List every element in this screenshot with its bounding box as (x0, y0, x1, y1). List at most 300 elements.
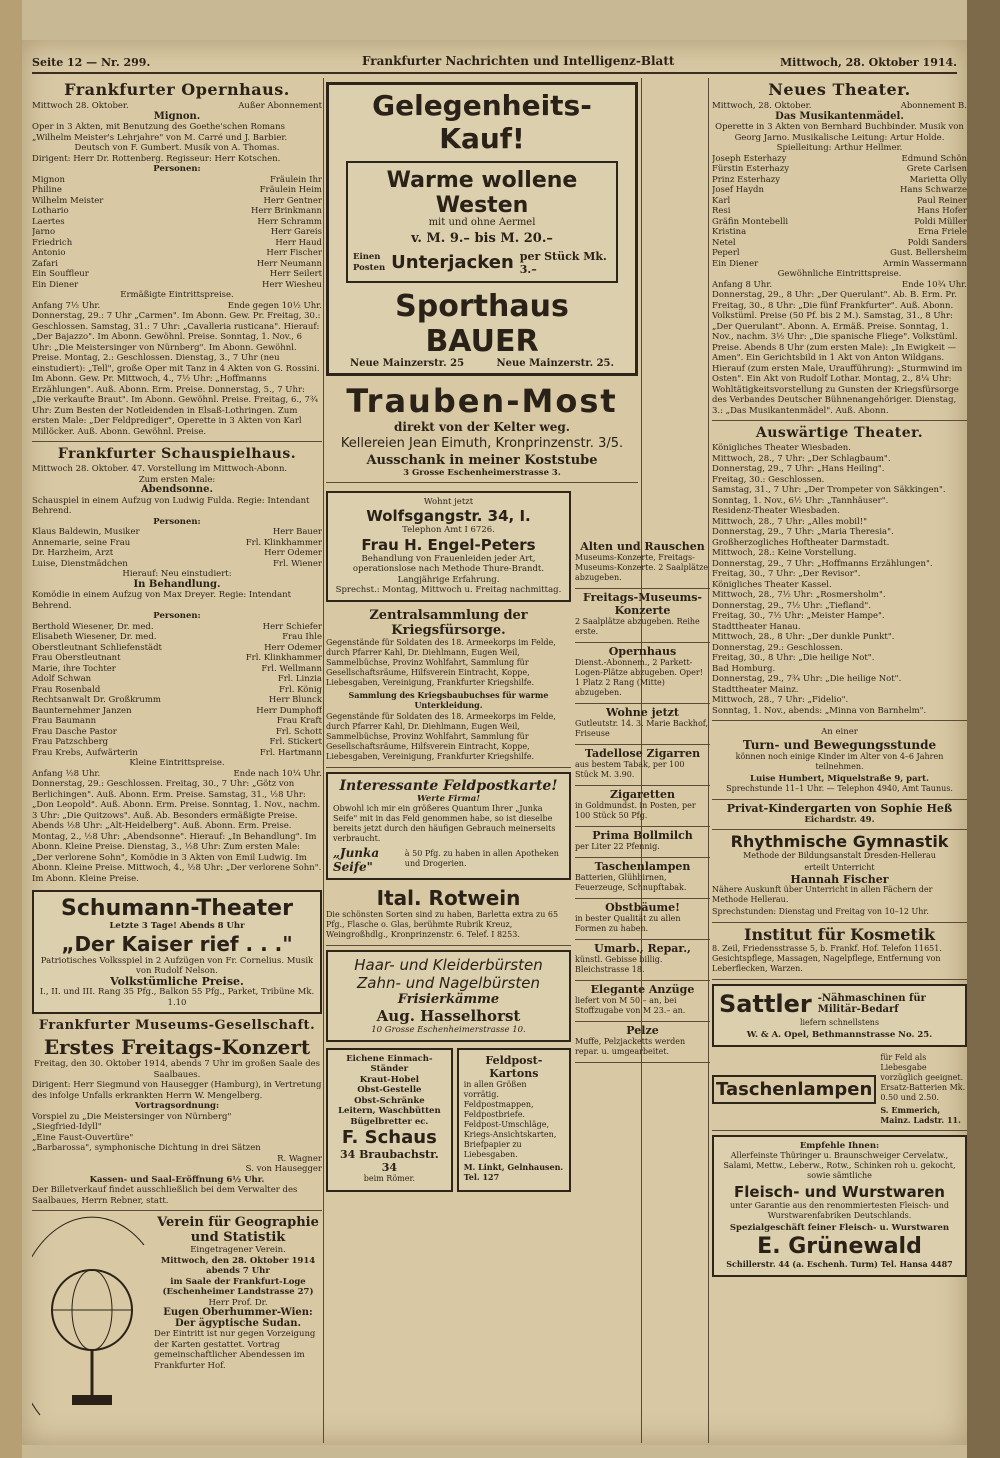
tasch-firm: S. Emmerich, Mainz. Ladstr. 11. (880, 1104, 961, 1125)
cast-row (712, 206, 967, 217)
opera-title: Frankfurter Opernhaus. (64, 80, 290, 99)
fleisch-title: Fleisch- und Wurstwaren (734, 1183, 945, 1201)
cast-role: Philine (32, 185, 62, 195)
small-ad-text: Gutleutstr. 14. 3. Marie Backhof, Friseuse (575, 719, 708, 738)
schauspiel-play: Abendsonne. (140, 484, 214, 495)
cast-actor: Poldi Müller (914, 216, 967, 227)
cast-actor: Frl. Wellmann (261, 663, 322, 674)
luise-humbert: Luise Humbert, Miquelstraße 9, part. (750, 773, 929, 784)
engel-name: Frau H. Engel-Peters (361, 535, 536, 554)
divider (32, 1210, 322, 1211)
cast-row (32, 737, 322, 748)
cast-row (32, 196, 322, 207)
small-ad-title: Opernhaus (608, 645, 677, 658)
cast-role: Kristina (712, 227, 747, 237)
cast-row (32, 280, 322, 291)
gym-teacher-heading: erteilt Unterricht (804, 862, 875, 872)
hasselhorst-addr: 10 Grosse Eschenheimerstrasse 10. (371, 1025, 526, 1035)
cast-row (32, 685, 322, 696)
museum-title: Frankfurter Museums-Gesellschaft. (38, 1018, 316, 1033)
cast-role: Frau Patzschberg (32, 737, 109, 747)
sattler-note: liefern schnellstens (799, 1018, 880, 1027)
museum-concert: Erstes Freitags-Konzert (43, 1035, 311, 1059)
small-ad-title: Prima Bollmilch (592, 829, 693, 842)
auswaertige-line: Donnerstag, 29., 7½ Uhr: „Tiefland". (712, 600, 871, 611)
cast-actor: Herr Bauer (272, 527, 322, 537)
schaus-item: Eichene Einmach-Ständer (346, 1053, 433, 1074)
schumann-line1: Letzte 3 Tage! Abends 8 Uhr (109, 921, 245, 931)
fleisch-text: Allerfeinste Thüringer u. Braunschweiger Cervelatw., Salami, Mettw., Leberw., Rotw., Schinken roh u. gekocht, sowie sämtliche (723, 1151, 956, 1180)
engel-sub: Behandlung von Frauenleiden jeder Art, operationslose nach Methode Thure-Brandt. Langjährige Erfahrung. (352, 553, 545, 585)
cast-row (32, 622, 322, 633)
geo-foot: Der Eintritt ist nur gegen Vorzeigung der Karten gestattet. Vortrag gemeinschaftlicher Abendessen im Frankfurter Hof. (154, 1329, 316, 1371)
kartons-title: Feldpost-Kartons (485, 1053, 543, 1080)
auswaertige-line: Sonntag, 1. Nov., 6½ Uhr: „Tannhäuser". (712, 495, 889, 506)
small-ad-text: liefert von M 50.– an, bei Stoffzugabe von M 23.– an. (575, 996, 686, 1015)
neues-program: Donnerstag, 29., 8 Uhr: „Der Querulant". Ab. B. Erm. Pr. Freitag, 30., 8 Uhr: „Die fünf Frankfurter". Auß. Abonn. Volkstüml. Preise (50 Pf. bis 2 M.). Samstag, 31., 8 Uhr: „Der Querulant". Abonn. A. Ermäß. Preise. Sonntag, 1. Nov., nachm. 3½ Uhr: „Die spanische Fliege". Volkstüml. Preise. Abends 8 Uhr (zum ersten Male): „In Ewigkeit — Amen". Ein Gerichtsbild in 1 Akt von Anton Wildgans. Hierauf (zum ersten Male, Uraufführung): „Sturmwind im Osten". Ein Akt von Rudolf Lothar. Montag, 2., 8¼ Uhr: Wohltätigkeitsvorstellung zu Gunsten der Kriegsfürsorge des Verbandes Deutscher Bühnenangehöriger. Dienstag, 3.: „Das Musikantenmädel". Auß. Abonn. (712, 290, 963, 416)
tasch-text: für Feld als Liebesgabe vorzüglich geeignet. Ersatz-Batterien Mk. 0.50 und 2.50. (880, 1052, 966, 1102)
schauspiel-persons-heading2: Personen: (153, 611, 201, 621)
small-ad-text: Museums-Konzerte, Freitags-Museums-Konzerte. 2 Saalplätze abzugeben. (575, 553, 709, 582)
cast-row (712, 175, 967, 186)
burst2: Zahn- und Nagelbürsten (357, 974, 540, 992)
cast-row (712, 238, 967, 249)
cast-actor: Herr Odemer (264, 548, 322, 558)
cast-role: Marie, ihre Tochter (32, 663, 116, 674)
westen-title: Warme wollene Westen (386, 168, 578, 218)
engel-telefon: Telephon Amt I 6726. (402, 525, 495, 535)
cast-row (32, 238, 322, 249)
cast-role: Baunternehmer Janzen (32, 705, 132, 716)
cast-actor: Herr Blunck (268, 695, 322, 705)
cast-actor: Herr Neumann (256, 258, 322, 269)
opera-play: Mignon. (153, 110, 201, 122)
cast-row (32, 217, 322, 228)
cast-actor: Frl. Stickert (269, 737, 322, 747)
gelegenheits-kauf: Gelegenheits-Kauf! (372, 89, 592, 155)
neues-desc: Operette in 3 Akten von Bernhard Buchbinder. Musik von Georg Jarno. Musikalische Leitung: Artur Holde. Spielleitung: Arthur Hellmer. (715, 122, 964, 153)
schauspiel-prices: Kleine Eintrittspreise. (129, 758, 225, 768)
cast-row (712, 185, 967, 196)
auswaertige-line: Stadttheater Hanau. (712, 621, 801, 632)
kartons-text: in allen Größen vorrätig. Feldpostmappen, Feldpostbriefe. Feldpost-Umschläge, Kriegs-Ansichtskarten, Briefpapier zu Liebesgaben. (463, 1079, 557, 1159)
auswaertige-line: Sonntag, 1. Nov., abends: „Minna von Barnhelm". (712, 705, 927, 716)
auswaertige-title: Auswärtige Theater. (755, 425, 924, 441)
cast-role: Gräfin Montebelli (712, 216, 789, 227)
cast-actor: Hans Hofer (917, 206, 967, 216)
wolfsgangstr: Wolfsgangstr. 34, I. (366, 507, 531, 525)
museum-order-heading: Vortragsordnung: (134, 1101, 220, 1111)
cast-actor: Frl. Schott (275, 726, 322, 737)
neues-start: Anfang 8 Uhr. (712, 279, 773, 290)
cast-role: Adolf Schwan (32, 674, 92, 684)
schaus-item: Kraut-Hobel (359, 1074, 419, 1085)
geo-place: im Saale der Frankfurt-Loge (Eschenheimer Landstrasse 27) (162, 1276, 314, 1297)
schauspiel-end: Ende nach 10¼ Uhr. (233, 768, 322, 779)
turn-heading: An einer (821, 727, 858, 737)
burst1: Haar- und Kleiderbürsten (354, 956, 543, 974)
small-ad-title: Freitags-Museums-Konzerte (582, 591, 702, 617)
tasch-title: Taschenlampen (712, 1075, 876, 1104)
zentral-text: Gegenstände für Soldaten des 18. Armeekorps im Felde, durch Pfarrer Kahl, Dr. Diehlmann, Eugen Weil, Sammelbüchse, Provinz Wohlfahrt, Sammlung für Gesellschaftsräume, Hilfsverein Eintracht, Koppe, Liebesgaben, Vereinigung, Frankfurter Kriegshilfe. (326, 637, 556, 687)
schumann-prices: I., II. und III. Rang 35 Pfg., Balkon 55 Pfg., Parket, Tribüne Mk. 1.10 (39, 987, 315, 1008)
engel-time: Sprechst.: Montag, Mittwoch u. Freitag nachmittag. (335, 585, 562, 595)
gym-text: Nähere Auskunft über Unterricht in allen Fächern der Methode Hellerau. (712, 885, 933, 904)
small-ad-text: 2 Saalplätze abzugeben. Reihe erste. (575, 617, 700, 636)
schaus-addr: 34 Braubachstr. 34 (339, 1148, 439, 1174)
opera-listing (32, 80, 322, 437)
unterjacken-price: per Stück Mk. 3.– (519, 249, 607, 276)
kartons-firm: M. Linkt, Gelnhausen. Tel. 127 (463, 1161, 564, 1182)
museum-date: Freitag, den 30. Oktober 1914, abends 7 Uhr im großen Saale des Saalbaues. (33, 1059, 321, 1080)
cast-actor: Fräulein Ihr (269, 174, 322, 185)
museum-order-item: Vorspiel zu „Die Meistersinger von Nürnberg" (32, 1111, 232, 1122)
small-ad (575, 981, 710, 1022)
cast-row (712, 248, 967, 259)
luise-tel: Sprechstunde 11–1 Uhr. — Telephon 4940, Amt Taunus. (726, 784, 953, 793)
opera-start: Anfang 7½ Uhr. (32, 300, 101, 311)
geo-speaker: Eugen Oberhummer-Wien: (163, 1307, 313, 1318)
junka-seife-ad (326, 772, 571, 881)
engel-peters-ad (326, 491, 571, 602)
sattler-opel-ad (712, 984, 967, 1047)
cast-row (712, 164, 967, 175)
small-ad-title: Elegante Anzüge (590, 983, 695, 996)
cast-role: Dr. Harzheim, Arzt (32, 548, 114, 558)
cast-actor: Herr Wiesheu (262, 279, 322, 290)
cast-actor: Frau Ihle (282, 632, 322, 642)
cast-row (32, 632, 322, 643)
small-ads-column (575, 538, 710, 1443)
auswaertige-line: Freitag, 30., 7½ Uhr: „Meister Hampe". (712, 611, 885, 621)
cast-role: Peperl (712, 248, 740, 258)
globe-emblem (32, 1215, 152, 1440)
neues-theater-listing (712, 80, 967, 416)
museum-ad (32, 1018, 322, 1206)
cast-row (32, 695, 322, 706)
page-number: Seite 12 — Nr. 299. (32, 56, 151, 69)
auswaertige-line: Bad Homburg. (712, 663, 776, 674)
cast-role: Resi (712, 206, 731, 216)
cast-row (712, 154, 967, 165)
cast-row (32, 248, 322, 259)
kellereien: Kellereien Jean Eimuth, Kronprinzenstr. 3/5. (340, 436, 624, 451)
burst3: Frisierkämme (397, 992, 500, 1007)
zentral-foot: Sammlung des Kriegsbaubuchses für warme Unterkleidung. (348, 689, 549, 710)
sattler-title: Sattler (719, 990, 812, 1018)
neues-prices: Gewöhnliche Eintrittspreise. (777, 269, 902, 279)
gym-sub: Methode der Bildungsanstalt Dresden-Hellerau (743, 850, 936, 860)
kosm-title: Institut für Kosmetik (744, 925, 935, 944)
small-ad (575, 899, 710, 940)
auswaertige-listing (712, 425, 967, 716)
schumann-play: „Der Kaiser rief . . ." (61, 931, 293, 956)
cast-actor: Frau Kraft (276, 716, 322, 726)
cast-actor: Hans Schwarze (900, 185, 967, 195)
cast-actor: Herr Gareis (270, 227, 322, 237)
gym-time: Sprechstunden: Dienstag und Freitag von 10–12 Uhr. (712, 907, 929, 916)
cast-role: Antonio (32, 248, 66, 258)
gym-title: Rhythmische Gymnastik (730, 831, 949, 851)
zentral-title: Zentralsammlung der Kriegsfürsorge. (369, 607, 528, 638)
divider (712, 720, 967, 721)
trauben-title: Trauben-Most (346, 382, 618, 420)
auswaertige-line: Donnerstag, 29., 7 Uhr: „Hans Heiling". (712, 464, 885, 474)
westen-box (346, 161, 618, 283)
cast-role: Laertes (32, 216, 65, 227)
cast-actor: Herr Dumphoff (256, 705, 322, 716)
cast-role: Rechtsanwalt Dr. Großkrumm (32, 695, 161, 705)
cast-actor: Armin Wassermann (882, 258, 967, 269)
schaus-item: Leitern, Waschbütten (338, 1106, 441, 1116)
auswaertige-line: Residenz-Theater Wiesbaden. (712, 506, 840, 516)
cast-row (32, 716, 322, 727)
small-ad (575, 858, 710, 899)
geo-sub: Eingetragener Verein. (190, 1245, 286, 1255)
rotwein-ad (326, 884, 571, 946)
cast-actor: Paul Reiner (916, 195, 967, 206)
gym-teacher: Hannah Fischer (790, 872, 889, 886)
schaus-item: Obst-Schränke (354, 1095, 425, 1106)
gruenewald-ad (712, 1135, 967, 1277)
cast-actor: Frl. Klinkhammer (245, 537, 322, 548)
divider (32, 441, 322, 442)
cast-role: Frau Rosenbald (32, 684, 101, 695)
unterjacken: Unterjacken (391, 252, 514, 273)
auswaertige-line: Donnerstag, 29., 7¾ Uhr: „Die heilige Not". (712, 674, 902, 684)
cast-role: Elisabeth Wiesener, Dr. med. (32, 632, 157, 642)
cast-role: Wilhelm Meister (32, 195, 104, 206)
cast-role: Zafari (32, 258, 58, 269)
bauer-title: Sporthaus BAUER (395, 288, 569, 359)
auswaertige-line: Großherzogliches Hoftheater Darmstadt. (712, 537, 890, 548)
small-ad (575, 643, 710, 704)
schaus-ad (326, 1048, 453, 1193)
small-ad (575, 940, 710, 981)
auswaertige-line: Mittwoch, 28., 7 Uhr: „Der Schlagbaum". (712, 453, 891, 464)
opera-cast-list (32, 175, 322, 291)
einen-posten: Einen Posten (353, 252, 386, 273)
geo-date: Mittwoch, den 28. Oktober 1914 abends 7 Uhr (160, 1255, 316, 1276)
cast-actor: Frl. Linzia (277, 674, 322, 684)
neues-date: Mittwoch, 28. Oktober. (712, 101, 812, 111)
junka-price: à 50 Pfg. zu haben in allen Apotheken und Drogerien. (404, 849, 559, 868)
cast-role: Berthold Wiesener, Dr. med. (32, 621, 154, 632)
cast-actor: Poldi Sanders (907, 237, 967, 248)
auswaertige-line: Donnerstag, 29.: Geschlossen. (712, 642, 843, 653)
auswaertige-line: Mittwoch, 28., 7½ Uhr: „Rosmersholm". (712, 590, 886, 600)
cast-role: Ein Diener (712, 258, 759, 269)
cast-role: Joseph Esterhazy (712, 153, 787, 164)
cast-actor: Herr Schramm (257, 216, 322, 227)
neues-cast-list (712, 154, 967, 270)
opera-dirigent: Dirigent: Herr Dr. Rottenberg. Regisseur: Herr Kotschen. (32, 153, 281, 164)
cast-actor: Edmund Schön (901, 153, 967, 164)
museum-composer2: S. von Hausegger (245, 1164, 322, 1174)
cast-role: Annemarie, seine Frau (32, 537, 131, 548)
trauben-sub: direkt von der Kelter weg. (394, 420, 570, 434)
cast-role: Prinz Esterhazy (712, 174, 781, 185)
auswaertige-line: Samstag, 31., 7 Uhr: „Der Trompeter von Säkkingen". (712, 485, 946, 495)
fleisch-sub: unter Garantie aus den renommiertesten Fleisch- und Wurstwarenfabriken Deutschlands. (729, 1201, 950, 1220)
cast-row (32, 538, 322, 549)
cast-actor: Erna Friele (918, 227, 967, 237)
opera-persons-heading: Personen: (153, 164, 201, 174)
schaus-item: Obst-Gestelle (357, 1085, 422, 1095)
cast-actor: Grete Carlsen (906, 164, 967, 174)
cast-role: Netel (712, 237, 736, 248)
cast-role: Frau Krebs, Aufwärterin (32, 747, 138, 758)
opera-desc2: Deutsch von F. Gumbert. Musik von A. Thomas. (74, 143, 280, 153)
small-ad-text: in Goldmundst. in Posten, per 100 Stück 50 Pfg. (575, 801, 696, 820)
small-ad-title: Zigaretten (610, 788, 675, 801)
kriegsfuersorge-ad (326, 606, 571, 768)
cast-actor: Herr Haud (275, 237, 322, 248)
small-ad (575, 538, 710, 589)
cast-actor: Herr Odemer (264, 642, 322, 653)
cast-actor: Fräulein Heim (259, 185, 322, 195)
right-page-edge (967, 0, 1000, 1458)
opera-abo: Außer Abonnement (238, 101, 322, 111)
trauben-most-ad (326, 380, 638, 483)
auswaertige-line: Freitag, 30.: Geschlossen. (712, 474, 825, 485)
gymnastik-ad (712, 830, 967, 924)
opera-desc: Oper in 3 Akten, mit Benutzung des Goethe'schen Romans „Wilhelm Meister's Lehrjahre" von M. Carré und J. Barbier. (32, 122, 288, 143)
small-ad-text: Dienst.-Abonnem., 2 Parkett-Logen-Plätze abzugeben. Oper! 1 Platz 2 Rang (Mitte) abzugeben. (575, 658, 703, 697)
auswaertige-line: Mittwoch, 28., 8 Uhr: „Der dunkle Punkt". (712, 632, 895, 642)
opera-prices: Ermäßigte Eintrittspreise. (120, 290, 234, 300)
cast-role: Klaus Baldewin, Musiker (32, 527, 140, 537)
schaus-sub: beim Römer. (363, 1174, 415, 1183)
turn-title: Turn- und Bewegungsstunde (742, 737, 937, 752)
small-ad-text: Muffe, Pelzjacketts werden repar. u. umgearbeitet. (575, 1037, 686, 1056)
museum-order-list (32, 1112, 322, 1154)
opera-program: Donnerstag, 29.: 7 Uhr „Carmen". Im Abonn. Gew. Pr. Freitag, 30.: Geschlossen. Samstag, 31.: 7 Uhr: „Cavalleria rusticana". Hierauf: „Der Bajazzo". Im Abonn. Gewöhnl. Preise. Sonntag, 1. Nov., 6 Uhr: „Die Meistersinger von Nürnberg". Im Abonn. Gewöhnl. Preise. Montag, 2.: Geschlossen. Dienstag, 3., 7 Uhr (neu einstudiert): „Tell", große Oper mit Tanz in 4 Akten von G. Rossini. Im Abonn. Gew. Pr. Mittwoch, 4., 7½ Uhr: „Hoffmanns Erzählungen". Auß. Abonn. Erm. Preise. Donnerstag, 5., 7 Uhr: „Die verkaufte Braut". Im Abonn. Gewöhnl. Preise. Freitag, 6., 7¾ Uhr: Zum Besten der Notleidenden in Elsaß-Lothringen. Zum ersten Male: „Der Feldprediger", Operette in 3 Akten von Karl Millöcker. Auß. Abonn. Gewöhnl. Preise. (32, 311, 321, 437)
cast-row (712, 196, 967, 207)
cast-role: Frau Dasche Pastor (32, 726, 117, 737)
auswaertige-line: Königliches Theater Wiesbaden. (712, 443, 851, 453)
museum-order-item: „Eine Faust-Ouvertüre" (32, 1132, 134, 1143)
cast-row (32, 706, 322, 717)
werte-firma: Werte Firma! (416, 793, 480, 804)
cast-actor: Herr Schiefer (262, 621, 322, 632)
right-column (712, 78, 967, 1443)
ausschank-addr: 3 Grosse Eschenheimerstrasse 3. (403, 468, 561, 478)
cast-role: Lothario (32, 206, 69, 216)
divider (712, 420, 967, 421)
museum-doors: Kassen- und Saal-Eröffnung 6½ Uhr. (89, 1174, 265, 1185)
schauspiel-start: Anfang ½8 Uhr. (32, 768, 101, 779)
geo-topic: Der ägyptische Sudan. (174, 1317, 302, 1329)
cast-actor: Herr Seilert (269, 269, 322, 279)
cast-row (712, 227, 967, 238)
turn-text: können noch einige Kinder im Alter von 4–6 Jahren teilnehmen. (735, 751, 944, 771)
schauspiel-title: Frankfurter Schauspielhaus. (57, 446, 297, 462)
fleisch-heading: Empfehle Ihnen: (799, 1140, 880, 1151)
feldpost-title: Interessante Feldpostkarte! (339, 777, 558, 794)
sattler-sub: -Nähmaschinen für Militär-Bedarf (817, 993, 926, 1015)
westen-price: v. M. 9.– bis M. 20.– (411, 230, 553, 246)
kinder-addr: Eichardstr. 49. (804, 815, 875, 825)
cast-actor: Herr Brinkmann (250, 206, 322, 216)
neues-abo: Abonnement B. (900, 101, 967, 111)
small-ad-text: aus bestem Tabak, per 100 Stück M. 3.90. (575, 760, 685, 779)
kinder-title: Privat-Kindergarten von Sophie Heß (726, 802, 953, 815)
auswaertige-line: Mittwoch, 28., 7 Uhr: „Fidelio". (712, 695, 849, 705)
westen-sub: mit und ohne Aermel (428, 217, 536, 228)
small-ad (575, 786, 710, 827)
schauspiel-persons-heading: Personen: (153, 516, 201, 527)
hasselhorst-name: Aug. Hasselhorst (376, 1007, 521, 1025)
small-ad-title: Taschenlampen (594, 860, 691, 873)
museum-dirigent: Dirigent: Herr Siegmund von Hausegger (Hamburg), in Vertretung des infolge Unfalls erkrankten Herrn W. Mengelberg. (32, 1080, 322, 1101)
museum-note: Der Billetverkauf findet ausschließlich bei dem Verwalter des Saalbaues, Herrn Rebner, statt. (32, 1185, 298, 1206)
small-ad (575, 827, 710, 858)
left-column (32, 78, 322, 1443)
cast-role: Josef Haydn (712, 185, 764, 195)
small-ad (575, 745, 710, 786)
schauspiel-desc: Schauspiel in einem Aufzug von Ludwig Fulda. Regie: Intendant Behrend. (32, 495, 310, 516)
cast-role: Jarno (32, 227, 56, 237)
cast-actor: Frl. König (279, 684, 322, 695)
schauspiel-first: Zum ersten Male: (138, 474, 216, 485)
feldpost-kartons-ad (457, 1048, 571, 1193)
kindergarten-ad (712, 800, 967, 830)
small-ad-title: Umarb., Repar., (594, 942, 691, 955)
museum-order-item: „Siegfried-Idyll" (32, 1122, 102, 1132)
museum-composer1: R. Wagner (277, 1153, 322, 1164)
left-page-edge (0, 0, 22, 1458)
auswaertige-line: Donnerstag, 29., 7 Uhr: „Hoffmanns Erzählungen". (712, 558, 933, 569)
cast-actor: Frl. Klinkhammer (245, 653, 322, 663)
neues-play: Das Musikantenmädel. (775, 110, 904, 122)
cast-role: Karl (712, 195, 731, 206)
cast-row (32, 674, 322, 685)
turnstunde-ad (712, 725, 967, 800)
schauspiel-date: Mittwoch 28. Oktober. 47. Vorstellung im Mittwoch-Abonn. (32, 464, 288, 474)
ausschank: Ausschank in meiner Koststube (366, 453, 598, 468)
schauspiel-cast-list (32, 527, 322, 569)
auswaertige-line: Mittwoch, 28., 7 Uhr: „Alles mobil!" (712, 516, 868, 527)
cast-role: Luise, Dienstmädchen (32, 558, 128, 569)
bauer-addr1: Neue Mainzerstr. 25 (350, 357, 465, 369)
museum-order-item: „Barbarossa", symphonische Dichtung in drei Sätzen (32, 1143, 261, 1153)
cast-role: Oberstleutnant Schliefenstädt (32, 642, 162, 653)
sporthaus-bauer-ad (326, 82, 638, 376)
opera-date: Mittwoch 28. Oktober. (32, 101, 129, 111)
auswaertige-lines (712, 443, 967, 716)
schaus-name: F. Schaus (341, 1127, 437, 1148)
cast-row (32, 269, 322, 280)
schumann-desc: Patriotisches Volksspiel in 2 Aufzügen von Fr. Cornelius. Musik von Rudolf Nelson. (40, 955, 314, 976)
small-ad-title: Pelze (626, 1024, 659, 1037)
cast-row (712, 259, 967, 270)
junka-name: „Junka Seife" (333, 846, 380, 874)
cast-actor: Gust. Bellersheim (890, 248, 967, 258)
small-ad (575, 704, 710, 745)
cast-actor: Frl. Wiener (273, 558, 322, 569)
kosm-text: 8. Zeil, Friedensstrasse 5, b. Frankf. Hof. Telefon 11651. Gesichtspflege, Massagen, Nagelpflege, Entfernung von Leberflecken, Warzen. (712, 944, 942, 973)
cast-row (32, 527, 322, 538)
small-ad (575, 1022, 710, 1063)
cast-row (32, 664, 322, 675)
cast-row (32, 653, 322, 664)
cast-role: Ein Souffleur (32, 269, 89, 279)
rotwein-text: Die schönsten Sorten sind zu haben, Barletta extra zu 65 Pfg., Flasche o. Glas, berühmte Rubrik Kreuz, Weingroßhdlg., Kronprinzenstr. 6. Telef. I 8253. (326, 910, 559, 939)
cast-role: Fürstin Esterhazy (712, 164, 790, 174)
auswaertige-line: Königliches Theater Kassel. (712, 579, 832, 590)
neues-title: Neues Theater. (768, 80, 911, 99)
